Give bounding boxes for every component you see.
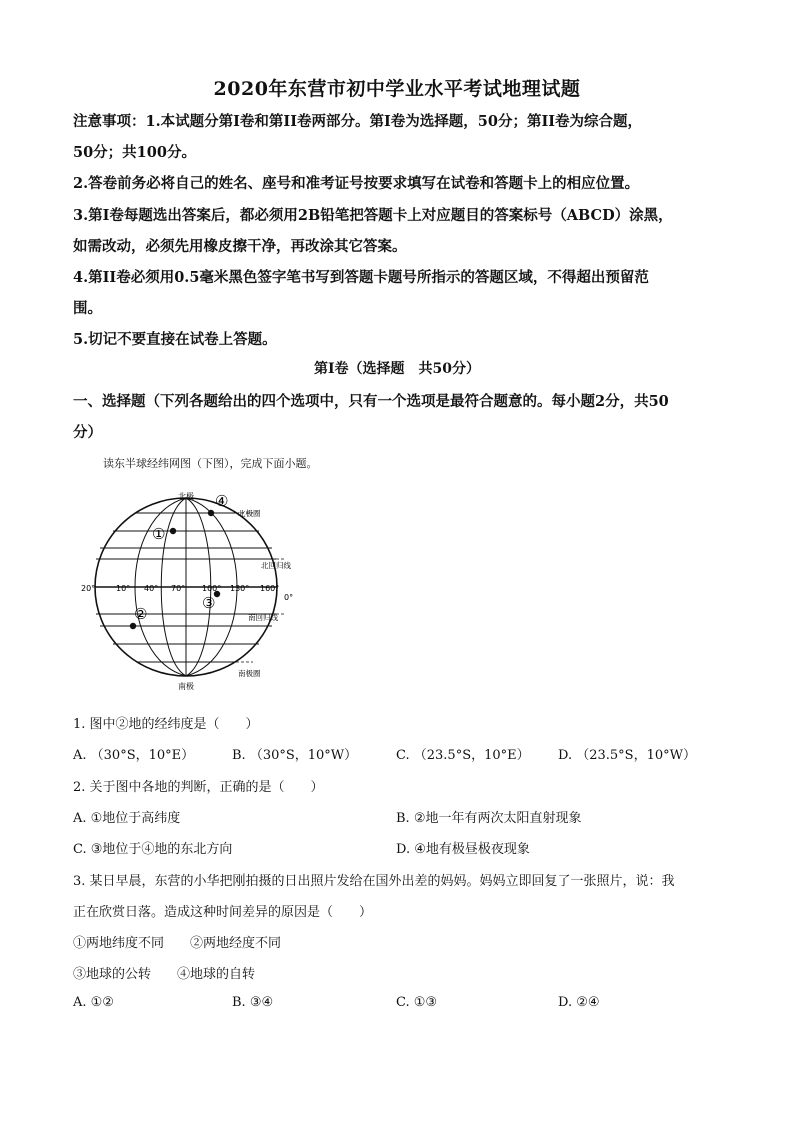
antarctic-circle-label: 南极圈 <box>238 669 261 678</box>
point-2-dot <box>130 623 136 629</box>
point-2-label: ② <box>134 605 148 623</box>
note-2: 2.答卷前务必将自己的姓名、座号和准考证号按要求填写在试卷和答题卡上的相应位置。 <box>73 175 640 192</box>
q1-stem: 1. 图中②地的经纬度是（ ） <box>73 717 259 732</box>
south-pole-label: 南极 <box>178 682 194 691</box>
arctic-circle-label: 北极圈 <box>238 509 261 518</box>
page-title: 2020年东营市初中学业水平考试地理试题 <box>213 78 581 100</box>
q3-option-b: B. ③④ <box>232 995 274 1010</box>
note-4b: 围。 <box>73 300 102 317</box>
q1-option-a: A. （30°S，10°E） <box>73 748 195 763</box>
q3-stem: 3. 某日早晨，东营的小华把刚拍摄的日出照片发给在国外出差的妈妈。妈妈立即回复了一张照片，说：我 <box>73 874 675 889</box>
note-1a: 注意事项：1.本试题分第Ⅰ卷和第II卷两部分。第Ⅰ卷为选择题，50分；第II卷为综合题， <box>73 113 643 130</box>
point-4-label: ④ <box>215 492 229 510</box>
q3-option-a: A. ①② <box>73 995 114 1010</box>
lon-160-label: 160° <box>260 584 280 593</box>
note-1b: 50分；共100分。 <box>73 144 196 161</box>
q2-option-c: C. ③地位于④地的东北方向 <box>73 842 233 857</box>
q2-option-a: A. ①地位于高纬度 <box>73 811 181 826</box>
q2-option-b: B. ②地一年有两次太阳直射现象 <box>396 811 582 826</box>
q2-option-d: D. ④地有极昼极夜现象 <box>396 842 530 857</box>
lon-40-label: 40° <box>144 584 159 593</box>
note-3a: 3.第Ⅰ卷每题选出答案后，都必须用2B铅笔把答题卡上对应题目的答案标号（ABCD）涂黑， <box>73 207 673 224</box>
q3-option-d: D. ②④ <box>558 995 600 1010</box>
lon-20-label: 20° <box>81 584 96 593</box>
part1-instruction-cont: 分） <box>73 424 102 441</box>
q3-statements-1: ①两地纬度不同 ②两地经度不同 <box>73 936 282 951</box>
point-4-dot <box>208 510 214 516</box>
tropic-cancer-label: 北回归线 <box>261 561 291 570</box>
lon-70-label: 70° <box>171 584 186 593</box>
lon-100-label: 100° <box>202 584 222 593</box>
q2-stem: 2. 关于图中各地的判断，正确的是（ ） <box>73 780 324 795</box>
note-5: 5.切记不要直接在试卷上答题。 <box>73 331 277 348</box>
q3-statements-2: ③地球的公转 ④地球的自转 <box>73 967 256 982</box>
point-1-dot <box>170 528 176 534</box>
note-4a: 4.第II卷必须用0.5毫米黑色签字笔书写到答题卡题号所指示的答题区域，不得超出预留范 <box>73 269 649 286</box>
equator-label: 0° <box>284 593 294 602</box>
q3-option-c: C. ①③ <box>396 995 438 1010</box>
q1-option-d: D. （23.5°S，10°W） <box>558 748 696 763</box>
q3-stem-cont: 正在欣赏日落。造成这种时间差异的原因是（ ） <box>73 905 373 920</box>
section-heading: 第Ⅰ卷（选择题 共50分） <box>313 361 481 377</box>
lon-130-label: 130° <box>230 584 250 593</box>
graticule-diagram <box>78 486 308 698</box>
q1-option-c: C. （23.5°S，10°E） <box>396 748 530 763</box>
part1-instruction: 一、选择题（下列各题给出的四个选项中，只有一个选项是最符合题意的。每小题2分，共50 <box>73 393 669 410</box>
lon-10-label: 10° <box>116 584 131 593</box>
point-3-label: ③ <box>202 594 216 612</box>
diagram-intro: 读东半球经纬网图（下图），完成下面小题。 <box>103 457 318 470</box>
note-3b: 如需改动，必须先用橡皮擦干净，再改涂其它答案。 <box>73 238 407 255</box>
point-1-label: ① <box>152 525 166 543</box>
q1-option-b: B. （30°S，10°W） <box>232 748 358 763</box>
tropic-capricorn-label: 南回归线 <box>248 613 278 622</box>
north-pole-label: 北极 <box>178 492 194 501</box>
